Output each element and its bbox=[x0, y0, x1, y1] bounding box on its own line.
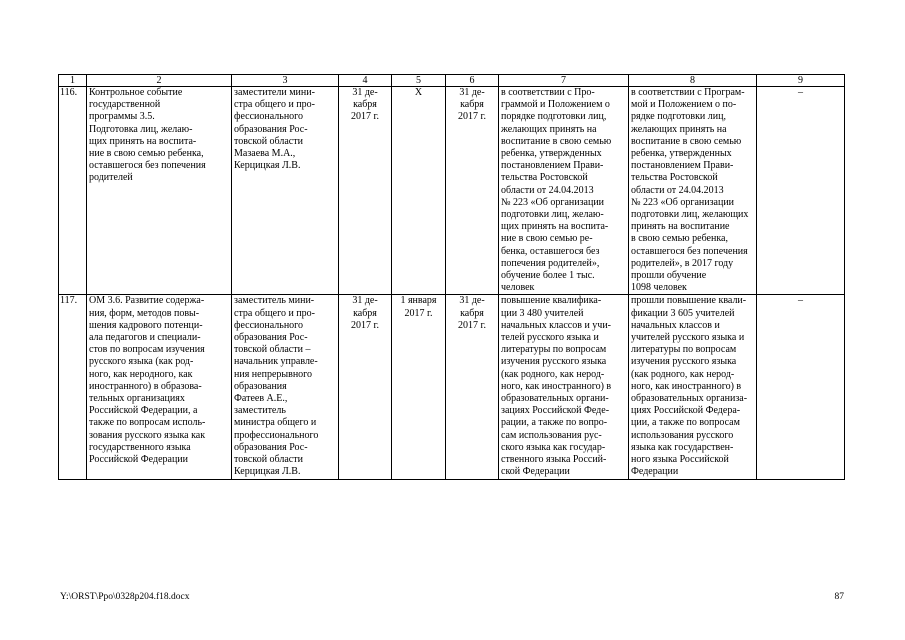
actual-start-date: 1 января 2017 г. bbox=[392, 295, 446, 479]
notes: – bbox=[757, 295, 845, 479]
col-header-2: 2 bbox=[87, 75, 232, 87]
report-table bbox=[58, 74, 845, 480]
table-row bbox=[59, 87, 845, 295]
planned-result: в соответствии с Про- граммой и Положением о порядке подготовки лиц, желающих принять на воспитание в свою семью ребенка, утвержденных постановлением Прави- тельства Ростовской области от 24.04.2013 № 223 «Об организации подготовки лиц, желаю- щих принять на воспита- ние в свою семью ре- бенка, оставшегося без попечения родителей», обучение более 1 тыс. человек bbox=[499, 87, 629, 295]
col-header-9: 9 bbox=[757, 75, 845, 87]
column-number-row bbox=[59, 75, 845, 87]
col-header-8: 8 bbox=[629, 75, 757, 87]
actual-start-date: X bbox=[392, 87, 446, 295]
actual-end-date: 31 де- кабря 2017 г. bbox=[446, 87, 499, 295]
col-header-1: 1 bbox=[59, 75, 87, 87]
table-row bbox=[59, 295, 845, 479]
row-number: 117. bbox=[59, 295, 87, 479]
notes: – bbox=[757, 87, 845, 295]
planned-result: повышение квалифика- ции 3 480 учителей начальных классов и учи- телей русского языка и литературы по вопросам изучения русского языка (как родного, как нерод- ного, как иностранного) в образовательных органи- зациях Российской Феде- рации, а также по вопро- сам использования рус- ского языка как государ- ственного языка Россий- ской Федерации bbox=[499, 295, 629, 479]
responsible-executor: заместители мини- стра общего и про- фессионального образования Рос- товской области Мазаева М.А., Керцицкая Л.В. bbox=[232, 87, 339, 295]
col-header-6: 6 bbox=[446, 75, 499, 87]
event-name: ОМ 3.6. Развитие содержа- ния, форм, методов повы- шения кадрового потенци- ала педагогов и специали- стов по вопросам изучения русского языка (как род- ного, как неродного, как иностранного) в образова- тельных организациях Российской Федерации, а также по вопросам исполь- зования русского языка как государственного языка Российской Федерации bbox=[87, 295, 232, 479]
planned-end-date: 31 де- кабря 2017 г. bbox=[339, 295, 392, 479]
col-header-4: 4 bbox=[339, 75, 392, 87]
col-header-7: 7 bbox=[499, 75, 629, 87]
footer-file-path: Y:\ORST\Ppo\0328p204.f18.docx bbox=[60, 592, 190, 602]
col-header-3: 3 bbox=[232, 75, 339, 87]
actual-result: в соответствии с Програм- мой и Положением о по- рядке подготовки лиц, желающих принять на воспитание в свою семью ребенка, утвержденных постановлением Прави- тельства Ростовской области от 24.04.2013 № 223 «Об организации подготовки лиц, желающих принять на воспитание в свою семью ребенка, оставшегося без попечения родителей», в 2017 году прошли обучение 1098 человек bbox=[629, 87, 757, 295]
col-header-5: 5 bbox=[392, 75, 446, 87]
responsible-executor: заместитель мини- стра общего и про- фессионального образования Рос- товской области – начальник управле- ния непрерывного образования Фатеев А.Е., заместитель министра общего и профессионального образования Рос- товской области Керцицкая Л.В. bbox=[232, 295, 339, 479]
event-name: Контрольное событие государственной программы 3.5. Подготовка лиц, желаю- щих принять на воспита- ние в свою семью ребенка, оставшегося без попечения родителей bbox=[87, 87, 232, 295]
page-number: 87 bbox=[834, 592, 844, 602]
planned-end-date: 31 де- кабря 2017 г. bbox=[339, 87, 392, 295]
row-number: 116. bbox=[59, 87, 87, 295]
actual-end-date: 31 де- кабря 2017 г. bbox=[446, 295, 499, 479]
actual-result: прошли повышение квали- фикации 3 605 учителей начальных классов и учителей русского языка и литературы по вопросам изучения русского языка (как родного, как нерод- ного, как иностранного) в образовательных организа- циях Российской Федера- ции, а также по вопросам использования русского языка как государствен- ного языка Российской Федерации bbox=[629, 295, 757, 479]
